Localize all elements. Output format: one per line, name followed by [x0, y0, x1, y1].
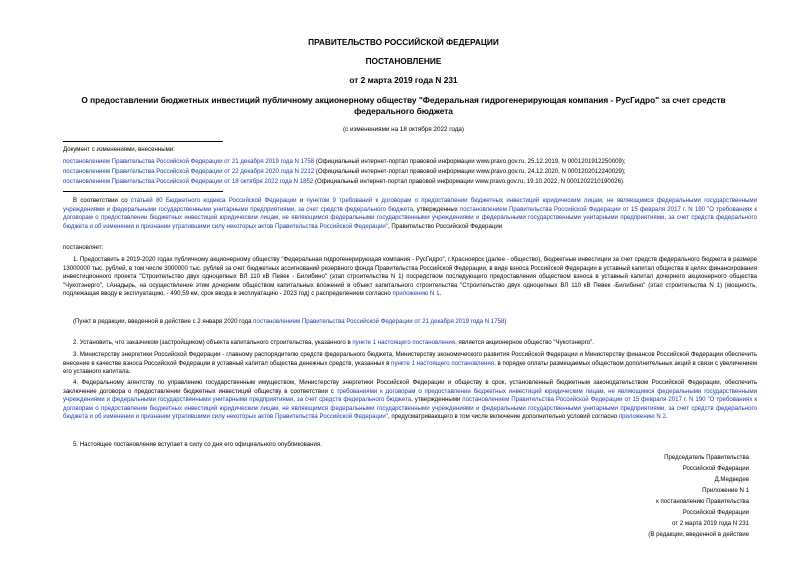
- appendix-to-resolution: к постановлению Правительства: [656, 498, 749, 505]
- appendix-number: Приложение N 1: [702, 487, 749, 494]
- edition-note: (с изменениями на 18 октября 2022 года): [342, 126, 465, 133]
- point-1-link[interactable]: пункте 1 настоящего постановления: [352, 339, 456, 346]
- document-date: от 2 марта 2019 года N 231: [349, 75, 458, 85]
- appendix-edition-note: (В редакции, введенной в действие: [648, 531, 749, 538]
- document-title-line-2: федерального бюджета: [354, 106, 453, 116]
- paragraph-5: 5. Настоящее постановление вступает в силу со дня его официального опубликования.: [73, 441, 322, 448]
- requirements-link-2[interactable]: требованиями к договорам о предоставлении бюджетных инвестиций юридическим лицам, не являющимся федеральными государственными учреждениями и федеральными государственными унитарными предприятиями, за счет средств федерального бюджета: [63, 387, 757, 403]
- change-link-3[interactable]: постановлением Правительства Российской Федерации от 18 октября 2022 года N 1852: [63, 178, 314, 185]
- edition-note-1: (Пункт в редакции, введенной в действие с 2 января 2020 года постановлением Правительства Российской Федерации от 21 декабря 2019 года N 1758): [73, 318, 507, 325]
- divider: [63, 191, 223, 192]
- divider: [63, 141, 223, 142]
- resolution-1758-link[interactable]: постановлением Правительства Российской Федерации от 21 декабря 2019 года N 1758: [253, 318, 505, 325]
- government-heading: ПРАВИТЕЛЬСТВО РОССИЙСКОЙ ФЕДЕРАЦИИ: [308, 37, 499, 47]
- appendix-date: от 2 марта 2019 года N 231: [672, 520, 749, 527]
- appendix-1-link[interactable]: приложению N 1: [392, 290, 440, 297]
- paragraph-1: 1. Предоставить в 2019-2020 годах публичному акционерному обществу "Федеральная гидрогенерирующая компания - РусГидро", г.Красноярск (далее - общество), бюджетные инвестиции за счет средств федерального бюджета в размере 13000000 тыс. рублей, в том числе 3000000 тыс. рублей за счет бюджетных ассигнований резервного фонда Правительства Российской Федерации, в виде взноса Российской Федерации в уставный капитал общества в целях финансирования инвестиционного проекта "Строительство двух одноцепных ВЛ 110 кВ Певек - Билибино" (этап строительства N 1) посредством последующего предоставления обществом взноса в уставный капитал дочернего акционерного общества "Чукотэнерго", г.Анадырь, на осуществление этим дочерним обществом капитальных вложений в объект капитального строительства "Строительство двух одноцепных ВЛ 110 кВ Певек -Билибино" (этап строительства N 1) (мощность, подлежащая вводу в эксплуатацию, - 490,59 км, срок ввода в эксплуатацию - 2023 год) с распределением согласно приложению N 1.: [63, 256, 757, 297]
- signature-name: Д.Медведев: [714, 476, 749, 483]
- paragraph-4: 4. Федеральному агентству по управлению государственным имуществом, Министерству энергетики Российской Федерации и обществу в срок, установленный бюджетным законодательством Российской Федерации, обеспечить заключение договора о предоставлении бюджетных инвестиций обществу в соответствии с требованиями к договорам о предоставлении бюджетных инвестиций юридическим лицам, не являющимся федеральными государственными учреждениями и федеральными государственными унитарными предприятиями, за счет средств федерального бюджета, утвержденными постановлением Правительства Российской Федерации от 15 февраля 2017 г. N 190 "О требованиях к договорам о предоставлении бюджетных инвестиций юридическим лицам, не являющимся федеральными государственными учреждениями и федеральными государственными унитарными предприятиями, за счет средств федерального бюджета и об изменении и признании утратившими силу некоторых актов Правительства Российской Федерации", предусматривающего в том числе включение дополнительно условий согласно приложению N 2.: [63, 379, 758, 420]
- change-item: постановлением Правительства Российской Федерации от 21 декабря 2019 года N 1758 (Официальный интернет-портал правовой информации www.pravo.gov.ru, 25.12.2019, N 0001201912250009);: [63, 158, 626, 165]
- preamble-paragraph: В соответствии со статьей 80 Бюджетного кодекса Российской Федерации и пунктом 9 требований к договорам о предоставлении бюджетных инвестиций юридическим лицам, не являющимся федеральными государственными учреждениями и федеральными государственными унитарными предприятиями, за счет средств федерального бюджета, утвержденных постановлением Правительства Российской Федерации от 15 февраля 2017 г. N 190 "О требованиях к договорам о предоставлении бюджетных инвестиций юридическим лицам, не являющимся федеральными государственными учреждениями и федеральными государственными унитарными предприятиями, за счет средств федерального бюджета и об изменении и признании утратившими силу некоторых актов Правительства Российской Федерации", Правительство Российской Федерации: [63, 197, 757, 230]
- budget-code-link[interactable]: статьей 80 Бюджетного кодекса Российской Федерации: [130, 197, 297, 204]
- signature-country: Российской Федерации: [682, 465, 749, 472]
- document-title-line-1: О предоставлении бюджетных инвестиций публичному акционерному обществу "Федеральная гидрогенерирующая компания - РусГидро" за счет средств: [81, 95, 726, 105]
- paragraph-3: 3. Министерству энергетики Российской Федерации - главному распорядителю средств федерального бюджета, Министерству экономического развития Российской Федерации и Министерству финансов Российской Федерации обеспечить внесение в качестве взноса Российской Федерации в уставный капитал общества денежных средств, указанных в пункте 1 настоящего постановления, в порядке оплаты размещаемых обществом дополнительных акций в связи с увеличением его уставного капитала.: [63, 351, 758, 375]
- signature-position: Председатель Правительства: [664, 454, 749, 461]
- appendix-country: Российской Федерации: [682, 509, 749, 516]
- change-link-2[interactable]: постановлением Правительства Российской Федерации от 22 декабря 2020 года N 2212: [63, 168, 315, 175]
- document-type: ПОСТАНОВЛЕНИЕ: [365, 56, 442, 66]
- requirements-link[interactable]: пунктом 9 требований к договорам о предоставлении бюджетных инвестиций юридическим лицам, не являющимся федеральными государственными учреждениями и федеральными государственными унитарными предприятиями, за счет средств федерального бюджета: [63, 197, 757, 213]
- point-1-link-2[interactable]: пункте 1 настоящего постановления: [391, 359, 495, 367]
- decrees-label: постановляет:: [63, 244, 104, 251]
- appendix-2-link[interactable]: приложению N 2: [618, 413, 666, 420]
- change-item: постановлением Правительства Российской Федерации от 18 октября 2022 года N 1852 (Официальный интернет-портал правовой информации www.pravo.gov.ru, 19.10.2022, N 0001202210190026).: [63, 178, 625, 185]
- change-item: постановлением Правительства Российской Федерации от 22 декабря 2020 года N 2212 (Официальный интернет-портал правовой информации www.pravo.gov.ru, 24.12.2020, N 0001202012240029);: [63, 168, 626, 175]
- paragraph-2: 2. Установить, что заказчиком (застройщиком) объекта капитального строительства, указанного в пункте 1 настоящего постановления, является акционерное общество "Чукотэнерго".: [73, 339, 594, 346]
- resolution-190-link-2[interactable]: постановлением Правительства Российской Федерации от 15 февраля 2017 г. N 190 "О требованиях к договорам о предоставлении бюджетных инвестиций юридическим лицам, не являющимся федеральными государственными учреждениями и федеральными государственными унитарными предприятиями, за счет средств федерального бюджета и об изменении и признании утратившими силу некоторых актов Правительства Российской Федерации": [63, 396, 758, 420]
- change-link-1[interactable]: постановлением Правительства Российской Федерации от 21 декабря 2019 года N 1758: [63, 158, 315, 165]
- changes-label: Документ с изменениями, внесенными:: [63, 146, 175, 153]
- resolution-190-link[interactable]: постановлением Правительства Российской Федерации от 15 февраля 2017 г. N 190 "О требованиях к договорам о предоставлении бюджетных инвестиций юридическим лицам, не являющимся федеральными государственными учреждениями и федеральными государственными унитарными предприятиями, за счет средств федерального бюджета и об изменении и признании утратившими силу некоторых актов Правительства Российской Федерации": [63, 205, 757, 230]
